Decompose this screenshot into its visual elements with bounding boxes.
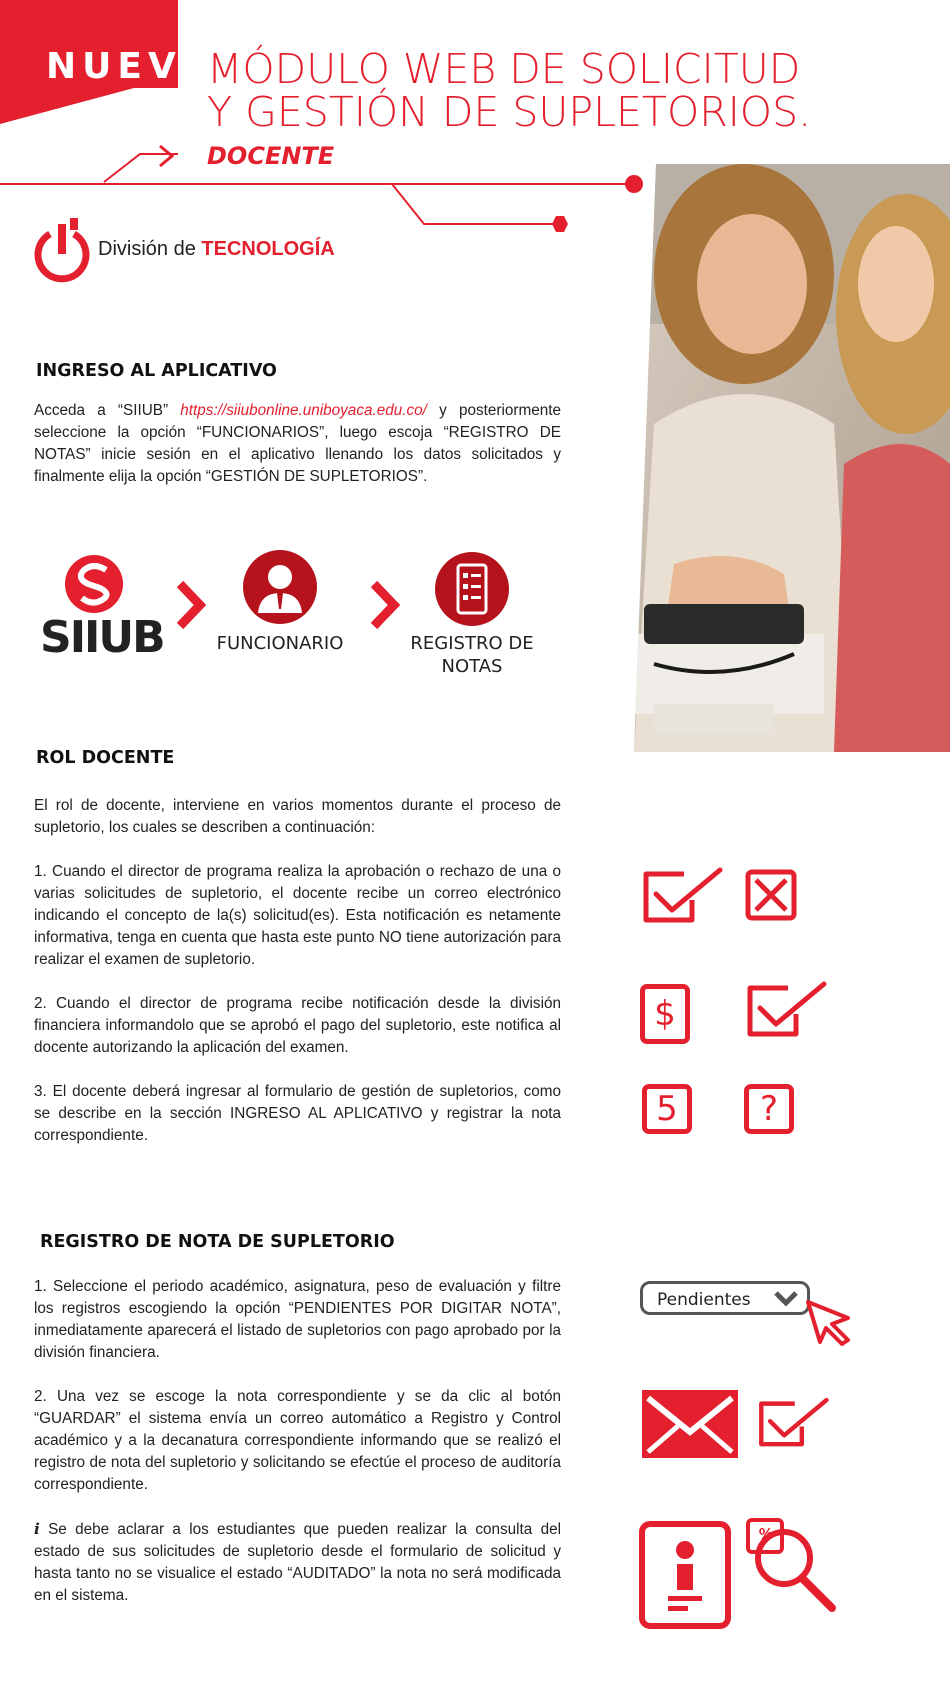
five-icon: 5 — [642, 1084, 692, 1134]
cross-box-icon — [744, 868, 798, 922]
siiub-step-label: SIIUB — [40, 612, 164, 663]
page-title-line2: Y GESTIÓN DE SUPLETORIOS. — [207, 88, 812, 136]
division-logo-text: División de TECNOLOGÍA — [98, 238, 335, 260]
funcionario-step-label: FUNCIONARIO — [216, 633, 344, 654]
rol-paragraph: El rol de docente, interviene en varios momentos durante el proceso de supletorio, los cuales se describen a continuación: 1. Cuando el director de programa realiza la aprobación o rechazo de una o varias solicitudes de supletorio, el docente recibe un correo electrónico indicando el concepto de la(s) solicitud(es). Esta notificación es netamente informativa, tenga en cuenta que hasta este punto NO tiene autorización para realizar el examen de supletorio. 2. Cuando el director de programa recibe notificación desde la división financiera informandolo que se aprobó el pago del supletorio, este notifica al docente autorizando la aplicación del examen. 3. El docente deberá ingresar al formulario de gestión de supletorios, como se describe en la sección INGRESO AL APLICATIVO y registrar la nota correspondiente. — [34, 797, 561, 1144]
checklist-icon — [434, 551, 510, 627]
dropdown-selected-value: Pendientes — [657, 1290, 751, 1310]
chevron-right-icon — [176, 580, 206, 630]
registro-step-label: REGISTRO DE NOTAS — [410, 633, 534, 677]
teachers-photo — [634, 164, 950, 752]
id-card-icon — [638, 1520, 732, 1630]
dollar-icon: $ — [640, 984, 690, 1044]
dropdown-chevron-icon — [773, 1290, 799, 1308]
chevron-right-icon — [370, 580, 400, 630]
cursor-icon — [804, 1298, 854, 1348]
user-icon — [242, 549, 318, 625]
section-heading-ingreso: INGRESO AL APLICATIVO — [36, 361, 277, 381]
nuevo-badge-text: NUEVO — [46, 46, 218, 87]
check-icon — [640, 866, 724, 926]
page-subtitle: DOCENTE — [207, 142, 335, 170]
envelope-icon — [640, 1388, 740, 1460]
siiub-link[interactable]: https://siiubonline.uniboyaca.edu.co/ — [180, 402, 427, 419]
check-icon — [756, 1396, 830, 1450]
siiub-logo-icon — [64, 554, 124, 614]
section-heading-registro: REGISTRO DE NOTA DE SUPLETORIO — [40, 1232, 395, 1252]
registro-paragraph: 1. Seleccione el periodo académico, asignatura, peso de evaluación y filtre los registros escogiendo la opción “PENDIENTES POR DIGITAR NOTA”, inmediatamente aparecerá el listado de supletorios con pago aprobado por la división financiera. 2. Una vez se escoge la nota correspondiente y se da clic al botón “GUARDAR” el sistema envía un correo automático a Registro y Control académico y a la decanatura correspondiente informando que se realizó el registro de nota del supletorio y solicitando se efectúe el proceso de auditoría correspondiente. i Se debe aclarar a los estudiantes que pueden realizar la consulta del estado de sus solicitudes de supletorio desde el formulario de solicitud y hasta tanto no se visualice el estado “AUDITADO” la nota no será modificada en el sistema. — [34, 1278, 561, 1604]
page-title-line1: MÓDULO WEB DE SOLICITUD — [207, 45, 801, 93]
check-icon — [744, 980, 828, 1040]
info-icon: i — [34, 1520, 40, 1538]
percent-icon: % — [758, 1526, 774, 1543]
status-dropdown[interactable] — [640, 1281, 810, 1315]
logo-power-icon — [32, 216, 92, 284]
ingreso-paragraph: Acceda a “SIIUB” https://siiubonline.uniboyaca.edu.co/ y posteriormente seleccione la opción “FUNCIONARIOS”, luego escoja “REGISTRO DE NOTAS” inicie sesión en el aplicativo llenando los datos solicitados y finalmente elija la opción “GESTIÓN DE SUPLETORIOS”. — [34, 402, 561, 485]
question-icon: ? — [744, 1084, 794, 1134]
section-heading-rol: ROL DOCENTE — [36, 748, 175, 768]
